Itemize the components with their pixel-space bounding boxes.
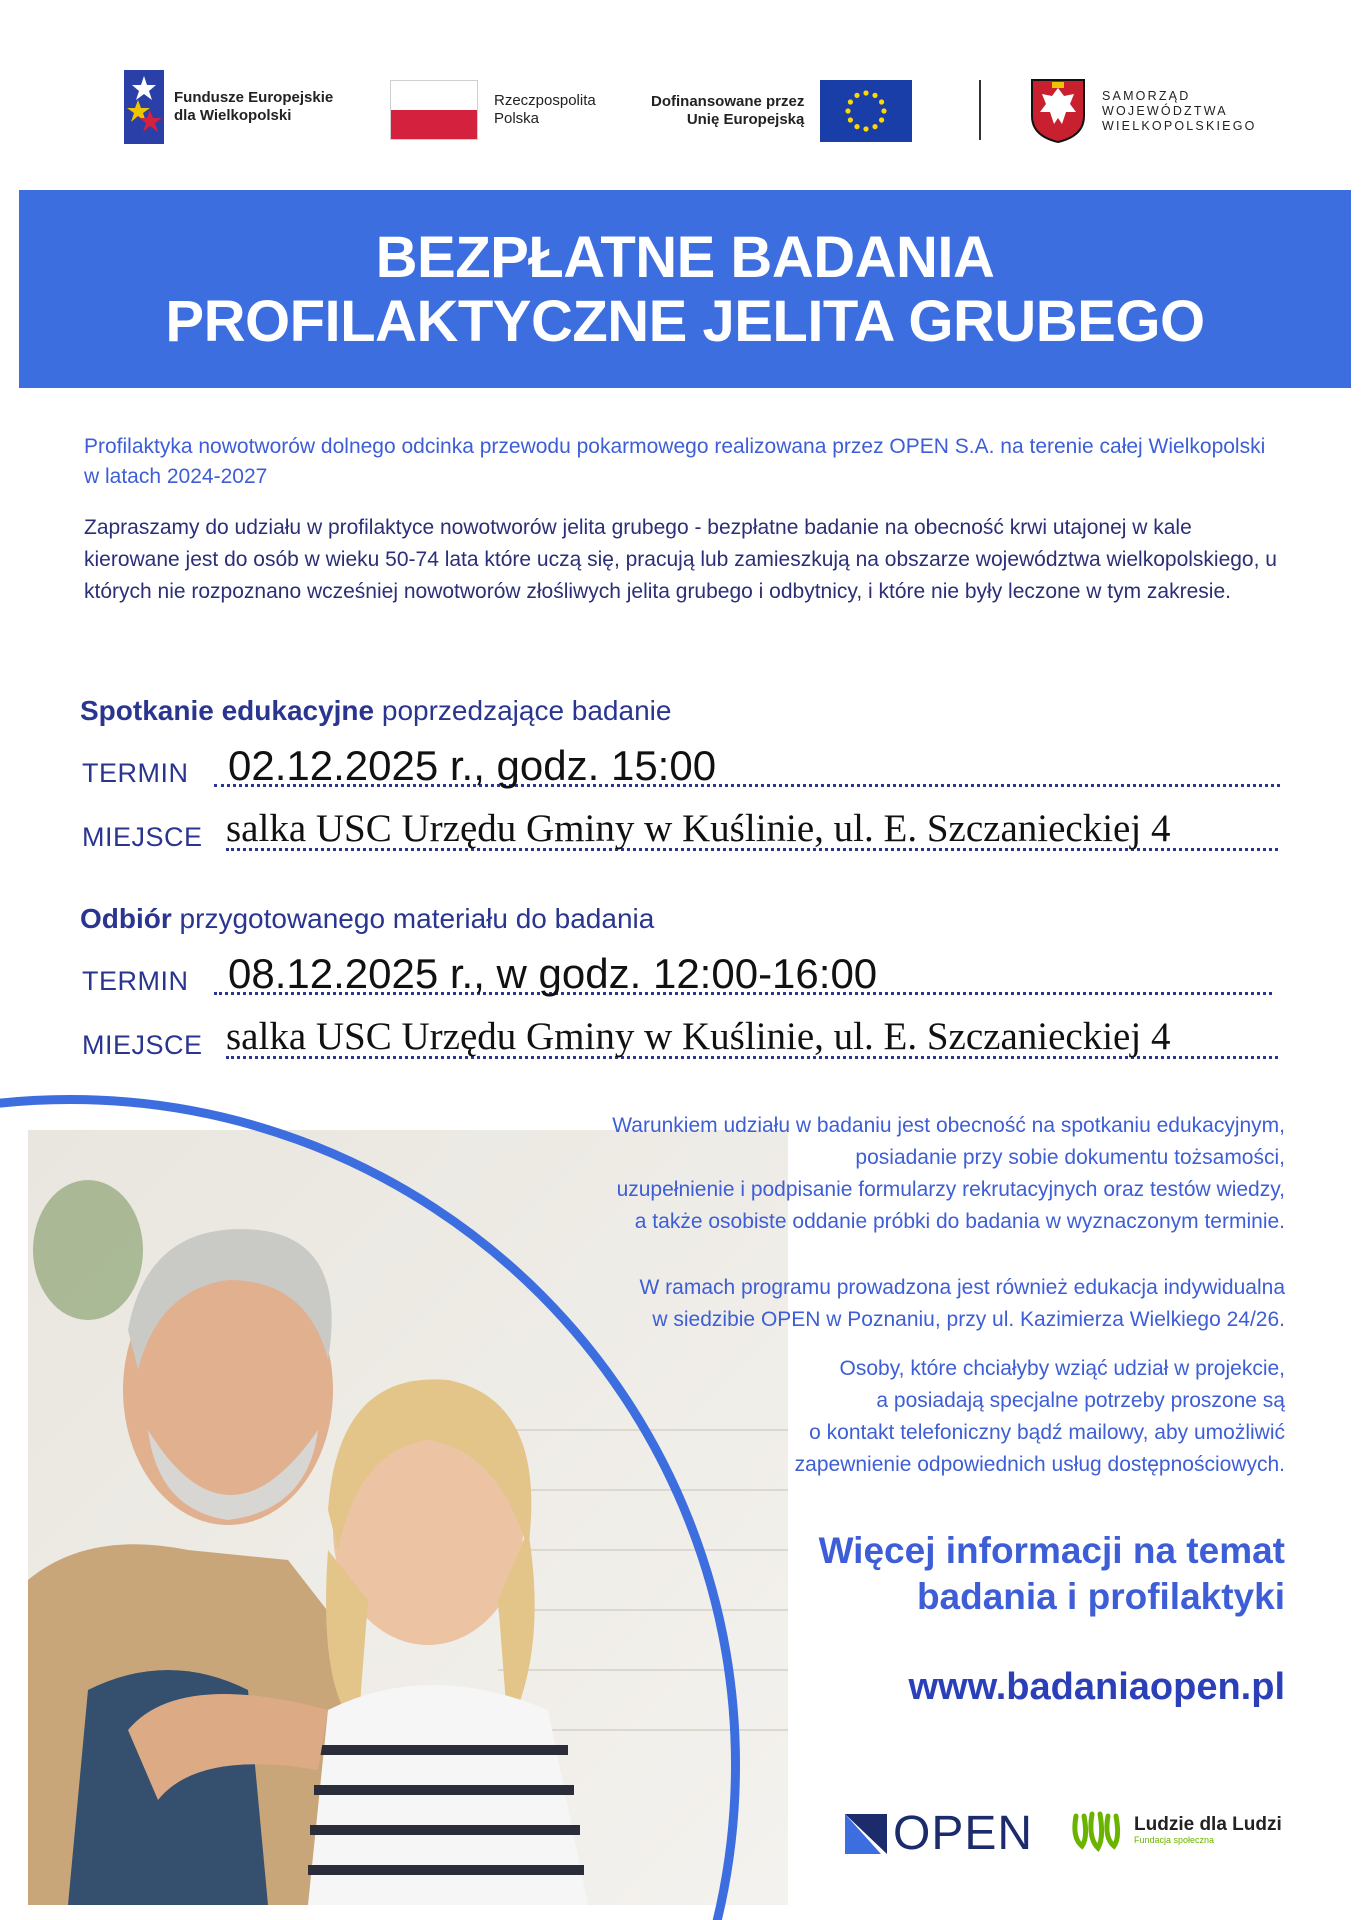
meeting-heading-rest: poprzedzające badanie [374,695,672,726]
eu-logo-text: Dofinansowane przez Unię Europejską [651,93,805,128]
fe-logo-text: Fundusze Europejskie dla Wielkopolski [174,89,334,124]
ldl-logo-text: Ludzie dla Ludzi [1134,1814,1282,1835]
individual-education-text: W ramach programu prowadzona jest również edukacja indywidualna w siedzibie OPEN w Poznaniu, przy ul. Kazimierza Wielkiego 24/26. [639,1276,1285,1331]
open-logo [845,1806,1033,1861]
open-logo-text: OPEN [893,1807,1034,1860]
fe-emblem-icon [124,70,164,144]
invitation-text: Zapraszamy do udziału w profilaktyce nowotworów jelita grubego - bezpłatne badanie na obecność krwi utajonej w kale kierowane jest do osób w wieku 50-74 lata które uczą się, pracują lub zamieszkują na obszarze województwa wielkopolskiego, u których nie rozpoznano wcześniej nowotworów złośliwych jelita grubego i odbytnicy, i które nie były leczone w tym zakresie. [84,516,1277,603]
eu-logo [651,80,912,142]
conditions-text: Warunkiem udziału w badaniu jest obecność na spotkaniu edukacyjnym, posiadanie przy sobie dokumentu tożsamości, uzupełnienie i podpisanie formularzy rekrutacyjnych oraz testów wiedzy, a także osobiste oddanie próbki do badania w wyznaczonym terminie. [612,1114,1285,1233]
ldl-logo [1070,1808,1282,1852]
meeting-heading-bold: Spotkanie edukacyjne [80,695,375,726]
pickup-termin-value: 08.12.2025 r., w godz. 12:00-16:00 [228,950,878,997]
meeting-miejsce-label: MIEJSCE [82,822,203,852]
meeting-termin-value: 02.12.2025 r., godz. 15:00 [228,742,717,789]
pl-logo-text: Rzeczpospolita Polska [494,92,596,127]
title-line-2: PROFILAKTYCZNE JELITA GRUBEGO [165,289,1205,354]
pickup-heading-rest: przygotowanego materiału do badania [171,903,655,934]
meeting-miejsce-value: salka USC Urzędu Gminy w Kuślinie, ul. E. Szczanieckiej 4 [226,807,1171,850]
title-line-1: BEZPŁATNE BADANIA [375,225,995,290]
wlkp-logo [1030,78,1257,144]
meeting-termin-label: TERMIN [82,758,189,788]
wlkp-logo-text: SAMORZĄD WOJEWÓDZTWA WIELKOPOLSKIEGO [1102,88,1257,133]
pickup-heading-bold: Odbiór [80,903,172,934]
website-link[interactable]: www.badaniaopen.pl [908,1666,1285,1708]
fe-logo [124,70,333,144]
more-info-heading: Więcej informacji na temat badania i profilaktyki [818,1530,1285,1617]
accessibility-text: Osoby, które chciałyby wziąć udział w projekcie, a posiadają specjalne potrzeby proszone są o kontakt telefoniczny bądź mailowy, aby umożliwić zapewnienie odpowiednich usług dostępnościowych. [794,1357,1285,1476]
pl-logo [390,80,596,140]
logo-divider [979,80,981,140]
wlkp-coat-of-arms-icon [1030,78,1086,144]
pickup-termin-label: TERMIN [82,966,189,996]
logo-bar [0,0,1369,170]
pickup-miejsce-value: salka USC Urzędu Gminy w Kuślinie, ul. E. Szczanieckiej 4 [226,1015,1171,1058]
ldl-logo-subtext: Fundacja społeczna [1134,1835,1215,1845]
polish-flag-icon [390,80,478,140]
title-banner [19,190,1351,388]
pickup-miejsce-label: MIEJSCE [82,1030,203,1060]
intro-text: Profilaktyka nowotworów dolnego odcinka przewodu pokarmowego realizowana przez OPEN S.A. na terenie całej Wielkopolski w latach 2024-2027 [84,435,1266,488]
meeting-heading [80,695,671,727]
pickup-heading [80,903,654,935]
open-mark-icon [845,1814,887,1854]
page-title [19,226,1351,354]
eu-flag-icon [820,80,912,142]
ldl-mark-icon [1070,1808,1126,1852]
